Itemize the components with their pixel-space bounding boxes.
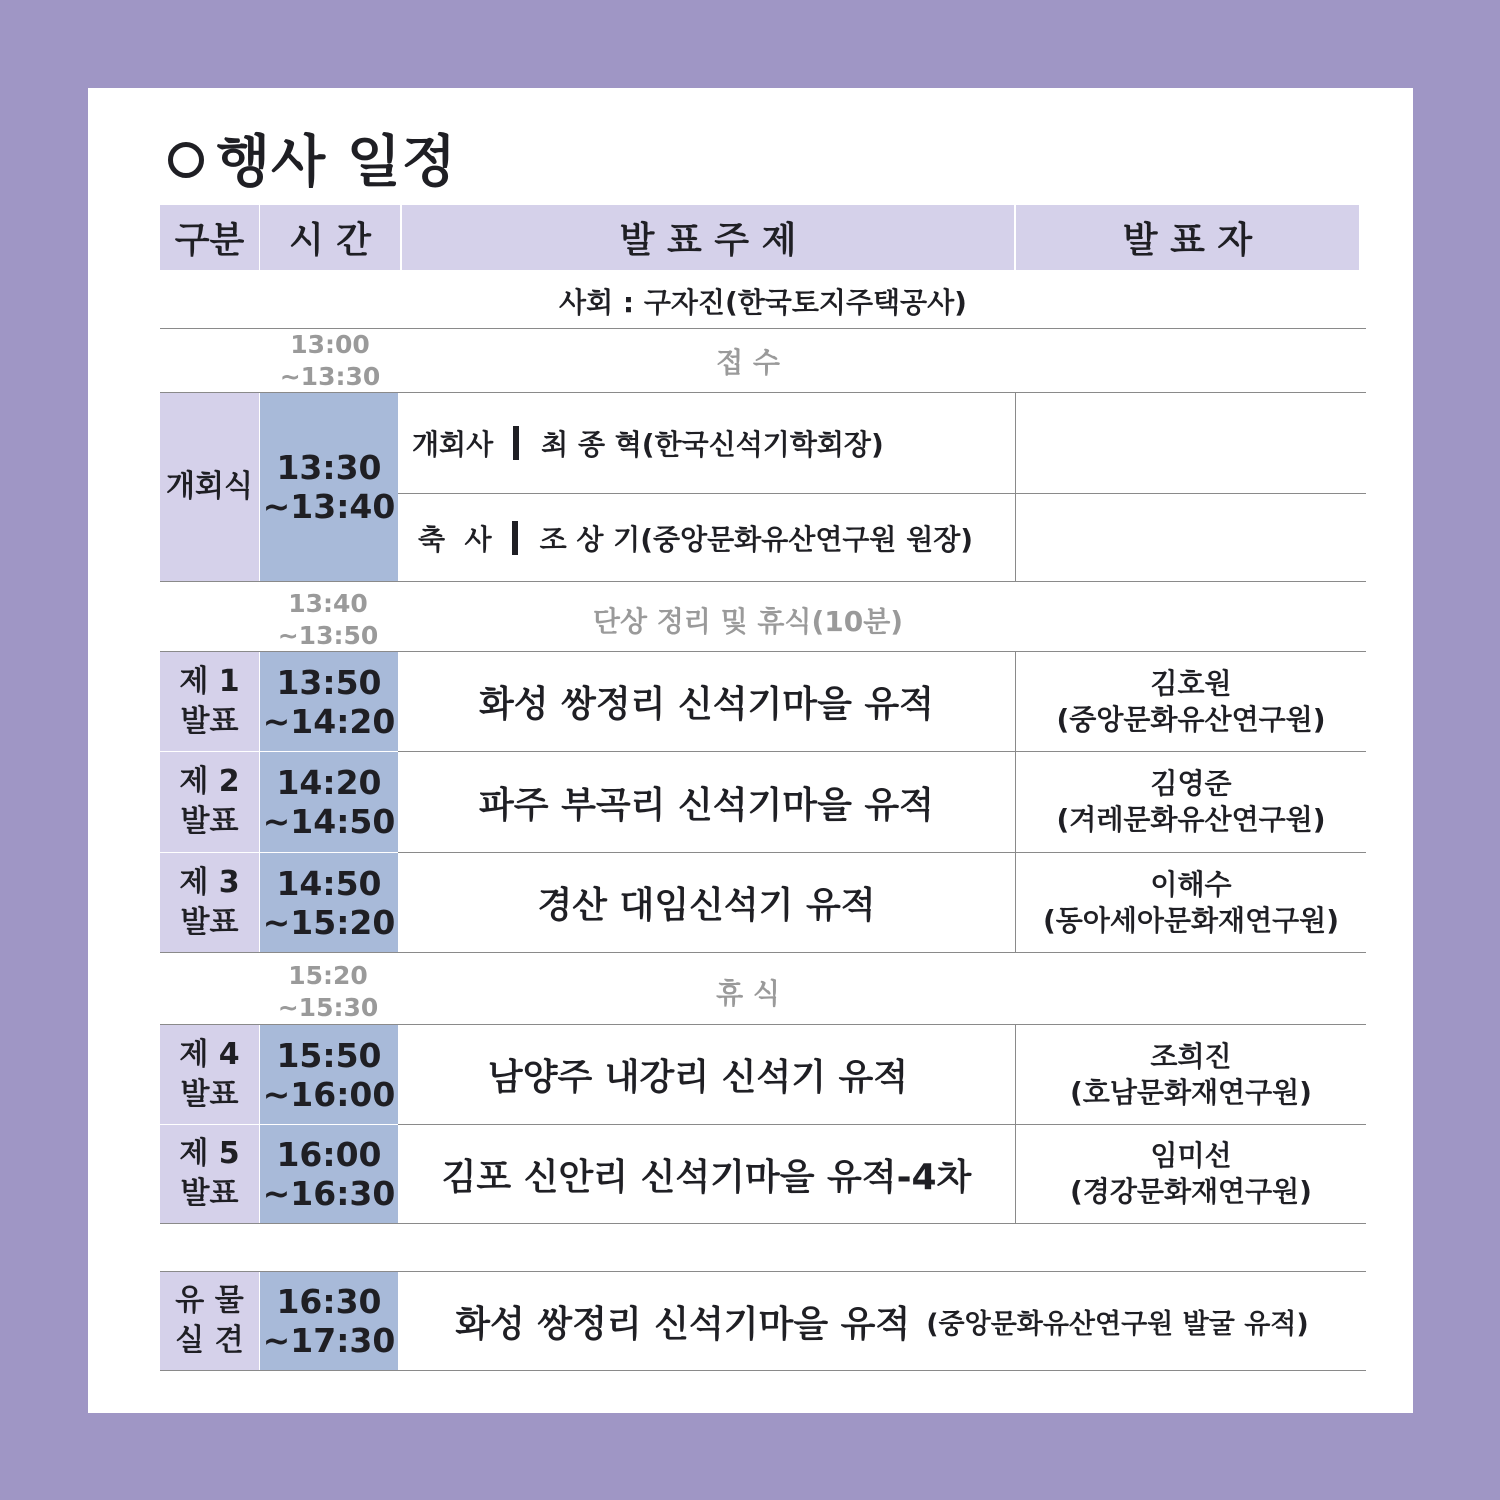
session3-cat2: 발표 — [180, 904, 239, 940]
session4-time-end: ~16:00 — [262, 1074, 396, 1114]
session4-time-start: 15:50 — [276, 1035, 382, 1075]
session5-name: 임미선 — [1150, 1139, 1232, 1172]
session2-topic: 파주 부곡리 신석기마을 유적 — [479, 784, 934, 826]
session3-cat1: 제 3 — [179, 864, 240, 900]
session3-time-end: ~15:20 — [262, 902, 396, 942]
session3-org: (동아세아문화재연구원) — [1042, 903, 1340, 937]
opening-role-2: 축 사 — [418, 522, 492, 556]
session2-time-end: ~14:50 — [262, 802, 396, 841]
divider — [1015, 393, 1016, 581]
session4-org: (호남문화재연구원) — [1070, 1075, 1312, 1109]
viewing-cat1: 유 물 — [175, 1283, 244, 1318]
session5-time-start: 16:00 — [276, 1135, 382, 1174]
session2-category — [160, 752, 259, 852]
session1-topic: 화성 쌍정리 신석기마을 유적 — [479, 684, 934, 725]
session4-presenter — [1016, 1025, 1366, 1124]
opening-time-end: ~13:40 — [262, 487, 396, 526]
opening-person-1: 최 종 혁(한국신석기학회장) — [541, 428, 884, 461]
title-text: 행사 일정 — [216, 130, 457, 195]
session4-category — [160, 1025, 259, 1124]
session5-cat2: 발표 — [180, 1176, 239, 1211]
reception-time-end: ~13:30 — [279, 361, 381, 391]
divider — [160, 952, 1366, 953]
opening-category: 개회식 — [160, 393, 259, 581]
session2-org: (겨레문화유산연구원) — [1056, 803, 1326, 836]
viewing-time-end: ~17:30 — [262, 1321, 396, 1360]
session1-time-start: 13:50 — [276, 662, 382, 702]
session2-time — [260, 752, 398, 852]
opening-person-2: 조 상 기(중앙문화유산연구원 원장) — [539, 522, 974, 556]
session5-presenter — [1016, 1125, 1366, 1223]
session1-cat1: 제 1 — [179, 663, 240, 699]
session3-presenter — [1016, 853, 1366, 952]
header-time: 시 간 — [260, 205, 400, 270]
session2-cat1: 제 2 — [179, 764, 240, 799]
session1-time-end: ~14:20 — [262, 701, 396, 741]
viewing-note: (중앙문화유산연구원 발굴 유적) — [926, 1308, 1309, 1340]
header-presenter: 발 표 자 — [1016, 205, 1359, 270]
break2-time-start: 15:20 — [288, 960, 368, 990]
divider — [1015, 652, 1016, 952]
session3-name: 이해수 — [1150, 867, 1232, 901]
session3-time-start: 14:50 — [276, 863, 382, 903]
viewing-topic: 화성 쌍정리 신석기마을 유적 — [455, 1303, 911, 1345]
session3-category — [160, 853, 259, 952]
viewing-category — [160, 1272, 259, 1370]
session5-cat1: 제 5 — [179, 1136, 240, 1171]
host-line: 사회 : 구자진(한국토지주택공사) — [559, 285, 967, 319]
separator-bar — [512, 521, 518, 555]
divider — [1015, 1025, 1016, 1223]
header-category: 구분 — [160, 205, 259, 270]
session4-time — [260, 1025, 398, 1124]
opening-row-1 — [398, 393, 1015, 493]
session5-time-end: ~16:30 — [262, 1174, 396, 1213]
session3-time — [260, 853, 398, 952]
session4-cat1: 제 4 — [179, 1036, 240, 1072]
break1-time — [260, 588, 396, 651]
break2-time-end: ~15:30 — [277, 992, 379, 1022]
opening-role-1: 개회사 — [412, 428, 494, 461]
viewing-topic-row — [398, 1272, 1366, 1370]
session4-topic: 남양주 내강리 신석기 유적 — [487, 1057, 909, 1098]
opening-time — [260, 393, 398, 581]
break2-time — [260, 960, 396, 1023]
viewing-cat2: 실 견 — [175, 1323, 244, 1358]
session1-category — [160, 652, 259, 751]
opening-row-2 — [398, 494, 1015, 581]
header-topic: 발 표 주 제 — [402, 205, 1014, 270]
session2-cat2: 발표 — [180, 804, 239, 839]
circle-bullet-icon — [168, 142, 204, 178]
session5-org: (경강문화재연구원) — [1070, 1175, 1312, 1208]
session1-name: 김호원 — [1150, 666, 1232, 700]
divider — [160, 581, 1366, 582]
divider — [160, 1370, 1366, 1371]
session5-time — [260, 1125, 398, 1223]
session2-presenter — [1016, 752, 1366, 852]
session5-topic: 김포 신안리 신석기마을 유적-4차 — [441, 1156, 972, 1198]
session4-cat2: 발표 — [180, 1076, 239, 1112]
viewing-time — [260, 1272, 398, 1370]
schedule-card — [88, 88, 1413, 1413]
session2-name: 김영준 — [1150, 767, 1232, 800]
break1-label: 단상 정리 및 휴식(10분) — [592, 604, 904, 638]
session4-name: 조희진 — [1150, 1039, 1232, 1073]
break1-time-start: 13:40 — [288, 588, 368, 618]
break2-label: 휴 식 — [716, 976, 780, 1010]
viewing-time-start: 16:30 — [276, 1282, 382, 1321]
session1-presenter — [1016, 652, 1366, 751]
session5-category — [160, 1125, 259, 1223]
break1-time-end: ~13:50 — [277, 620, 379, 650]
reception-time-start: 13:00 — [290, 329, 370, 359]
session1-org: (중앙문화유산연구원) — [1056, 702, 1326, 736]
separator-bar — [513, 426, 519, 460]
session2-time-start: 14:20 — [276, 763, 382, 802]
session3-topic: 경산 대임신석기 유적 — [537, 885, 876, 926]
reception-time — [260, 329, 400, 392]
divider — [160, 1223, 1366, 1224]
page-title — [168, 118, 457, 198]
session1-cat2: 발표 — [180, 703, 239, 739]
session1-time — [260, 652, 398, 751]
reception-label: 접 수 — [716, 345, 780, 379]
opening-time-start: 13:30 — [276, 448, 382, 487]
